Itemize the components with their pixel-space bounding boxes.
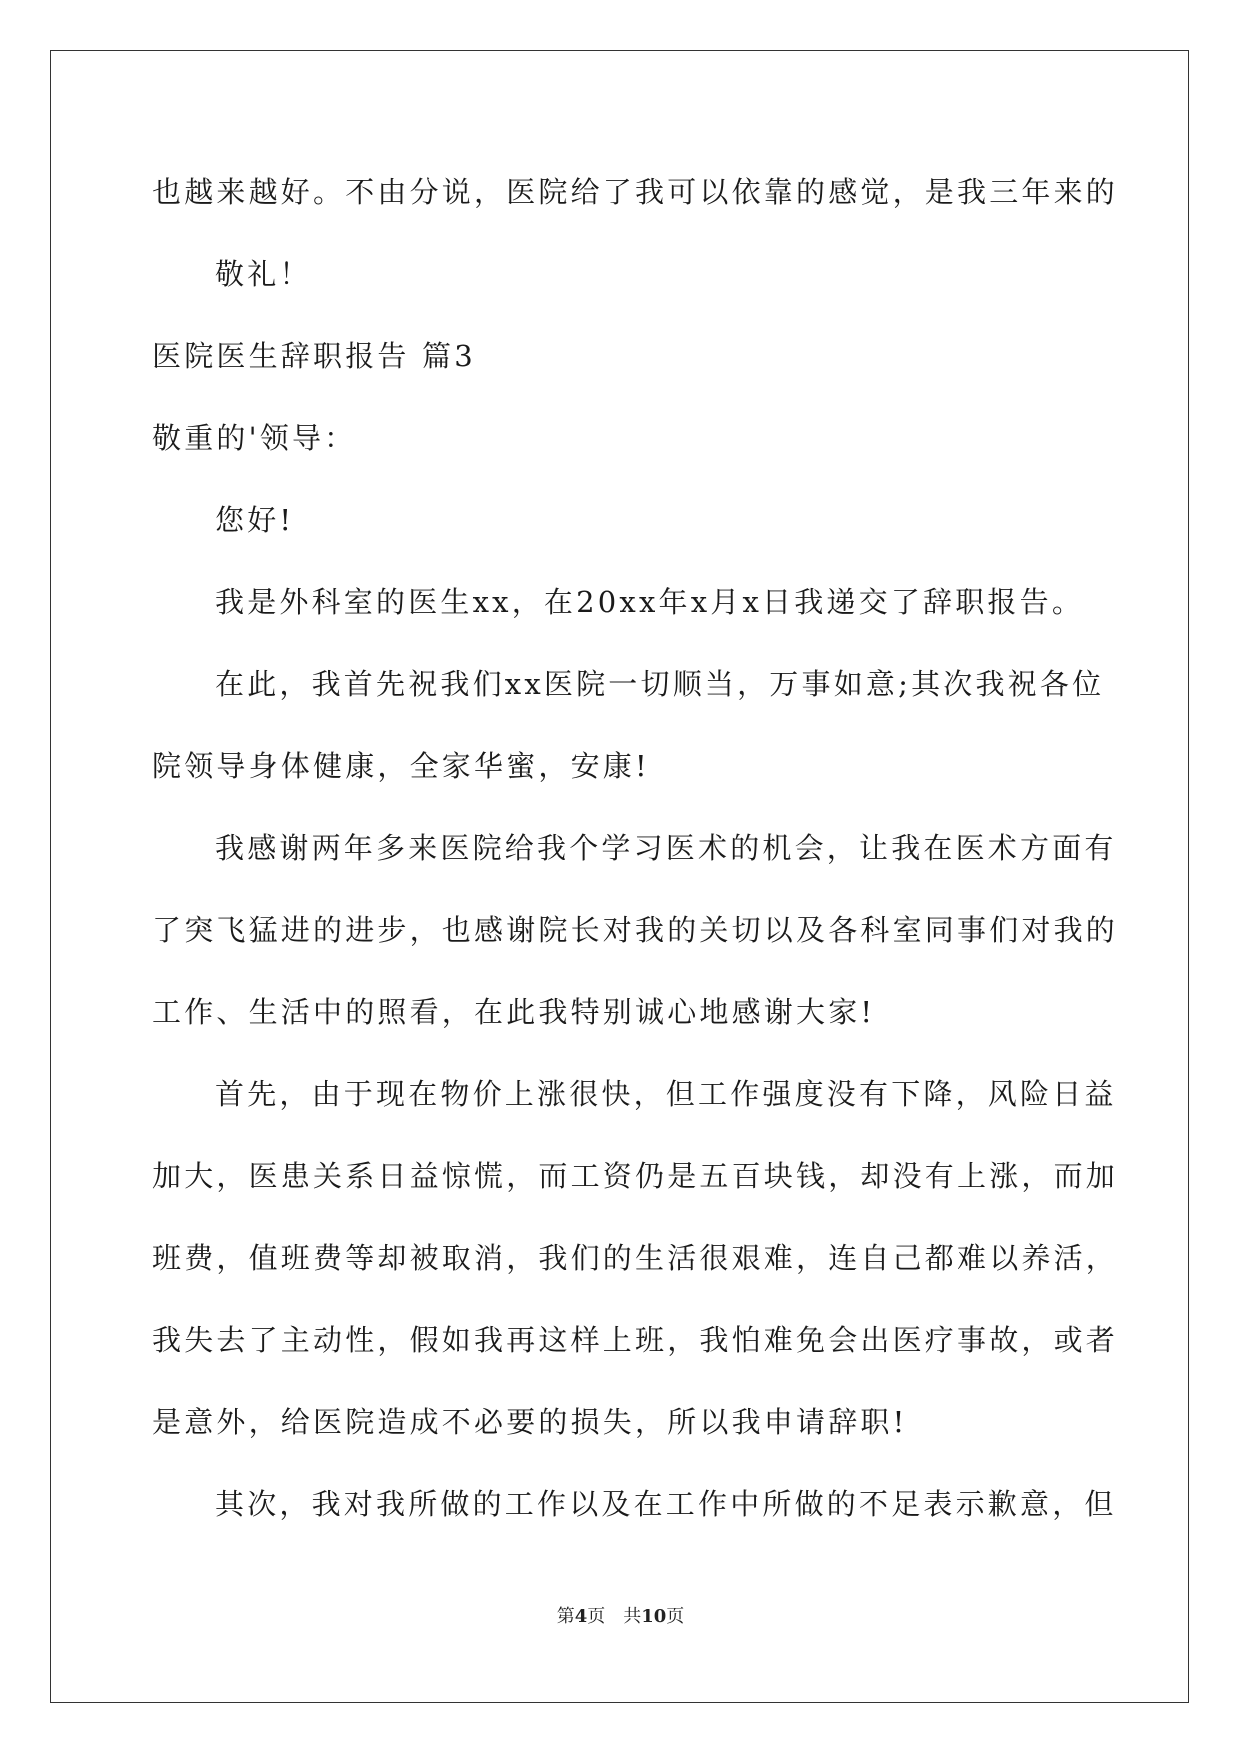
- text-line: 在此，我首先祝我们xx医院一切顺当，万事如意;其次我祝各位: [215, 667, 1105, 701]
- page-mid: 页 共: [587, 1606, 642, 1627]
- text-line: 院领导身体健康，全家华蜜，安康!: [152, 749, 650, 783]
- text-line: 工作、生活中的照看，在此我特别诚心地感谢大家!: [152, 995, 876, 1029]
- text-line: 我失去了主动性，假如我再这样上班，我怕难免会出医疗事故，或者: [152, 1323, 1119, 1357]
- greeting: 您好!: [215, 503, 295, 537]
- page-footer: [0, 1602, 1241, 1628]
- section-heading: 医院医生辞职报告 篇3: [152, 339, 476, 373]
- text-line: 是意外，给医院造成不必要的损失，所以我申请辞职!: [152, 1405, 908, 1439]
- text-line: 其次，我对我所做的工作以及在工作中所做的不足表示歉意，但: [215, 1487, 1117, 1521]
- text-line: 也越来越好。不由分说，医院给了我可以依靠的感觉，是我三年来的: [152, 175, 1119, 209]
- text-line: 我是外科室的医生xx，在20xx年x月x日我递交了辞职报告。: [215, 585, 1085, 619]
- page-total: 10: [641, 1606, 667, 1627]
- page-current: 4: [574, 1606, 588, 1627]
- page-suffix: 页: [666, 1606, 685, 1627]
- letter-salutation: 敬重的'领导：: [152, 421, 357, 455]
- closing-salutation: 敬礼！: [215, 257, 312, 291]
- text-line: 首先，由于现在物价上涨很快，但工作强度没有下降，风险日益: [215, 1077, 1117, 1111]
- text-line: 了突飞猛进的进步，也感谢院长对我的关切以及各科室同事们对我的: [152, 913, 1119, 947]
- page-prefix: 第: [556, 1606, 575, 1627]
- text-line: 我感谢两年多来医院给我个学习医术的机会，让我在医术方面有: [215, 831, 1117, 865]
- text-line: 加大，医患关系日益惊慌，而工资仍是五百块钱，却没有上涨，而加: [152, 1159, 1119, 1193]
- text-line: 班费，值班费等却被取消，我们的生活很艰难，连自己都难以养活，: [152, 1241, 1119, 1275]
- page-frame: [50, 50, 1189, 1703]
